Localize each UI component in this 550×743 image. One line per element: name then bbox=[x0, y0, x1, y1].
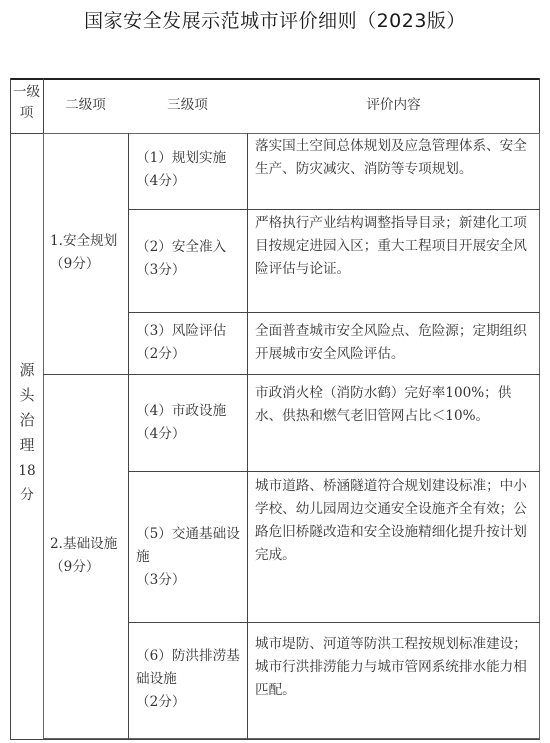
item-score: （4分） bbox=[136, 173, 186, 189]
level1-score: 18分 bbox=[18, 463, 36, 503]
item-score: （3分） bbox=[136, 262, 186, 278]
item-title: （5）交通基础设施 bbox=[136, 526, 240, 565]
header-level3: 三级项 bbox=[167, 97, 208, 113]
item-score: （3分） bbox=[136, 572, 186, 588]
item-name-2 bbox=[136, 236, 242, 282]
item-content-5: 城市道路、桥涵隧道符合规划建设标准；中小学校、幼儿园周边交通安全设施齐全有效；公路危旧桥隧改造和安全设施精细化提升按计划完成。 bbox=[255, 478, 527, 563]
header-level1: 一级项 bbox=[12, 84, 41, 121]
item-score: （2分） bbox=[136, 694, 186, 710]
group-label-safety-planning: 1.安全规划（9分） bbox=[50, 233, 118, 272]
item-score: （4分） bbox=[136, 426, 186, 442]
item-title: （1）规划实施 bbox=[136, 150, 227, 166]
row-divider-5 bbox=[128, 622, 540, 623]
item-name-5 bbox=[136, 523, 242, 592]
item-score: （2分） bbox=[136, 346, 186, 362]
item-content-6: 城市堤防、河道等防洪工程按规划标准建设；城市行洪排涝能力与城市管网系统排水能力相匹配。 bbox=[255, 636, 527, 698]
header-content: 评价内容 bbox=[366, 97, 421, 113]
table-bottom-border bbox=[10, 739, 540, 740]
item-content-2: 严格执行产业结构调整指导目录；新建化工项目按规定进园入区；重大工程项目开展安全风险评估与论证。 bbox=[255, 215, 527, 277]
item-content-3: 全面普查城市安全风险点、危险源；定期组织开展城市安全风险评估。 bbox=[255, 323, 527, 362]
item-name-6 bbox=[136, 645, 242, 714]
item-content-4: 市政消火栓（消防水鹤）完好率100%；供水、供热和燃气老旧管网占比＜10%。 bbox=[255, 385, 512, 424]
evaluation-table bbox=[10, 78, 540, 740]
document-title: 国家安全发展示范城市评价细则（2023版） bbox=[84, 10, 466, 32]
table-top-border bbox=[10, 78, 540, 80]
item-name-1 bbox=[136, 147, 242, 193]
col-divider-3 bbox=[247, 133, 248, 739]
group-label-infrastructure: 2.基础设施（9分） bbox=[50, 536, 118, 575]
level1-title: 源头治理 bbox=[19, 361, 35, 454]
item-title: （3）风险评估 bbox=[136, 323, 227, 339]
row-divider-2 bbox=[128, 312, 540, 313]
item-title: （4）市政设施 bbox=[136, 403, 227, 419]
item-title: （2）安全准入 bbox=[136, 239, 227, 255]
row-divider-4 bbox=[128, 471, 540, 472]
group-divider bbox=[43, 374, 540, 375]
item-name-4 bbox=[136, 400, 242, 446]
table-left-border bbox=[10, 78, 11, 740]
row-divider-1 bbox=[128, 209, 540, 210]
level1-label bbox=[14, 358, 40, 458]
item-name-3 bbox=[136, 320, 242, 366]
header-level2: 二级项 bbox=[65, 97, 106, 113]
item-content-1: 落实国土空间总体规划及应急管理体系、安全生产、防灾减灾、消防等专项规划。 bbox=[255, 138, 527, 177]
item-title: （6）防洪排涝基础设施 bbox=[136, 648, 240, 687]
col-divider-2 bbox=[128, 133, 129, 739]
